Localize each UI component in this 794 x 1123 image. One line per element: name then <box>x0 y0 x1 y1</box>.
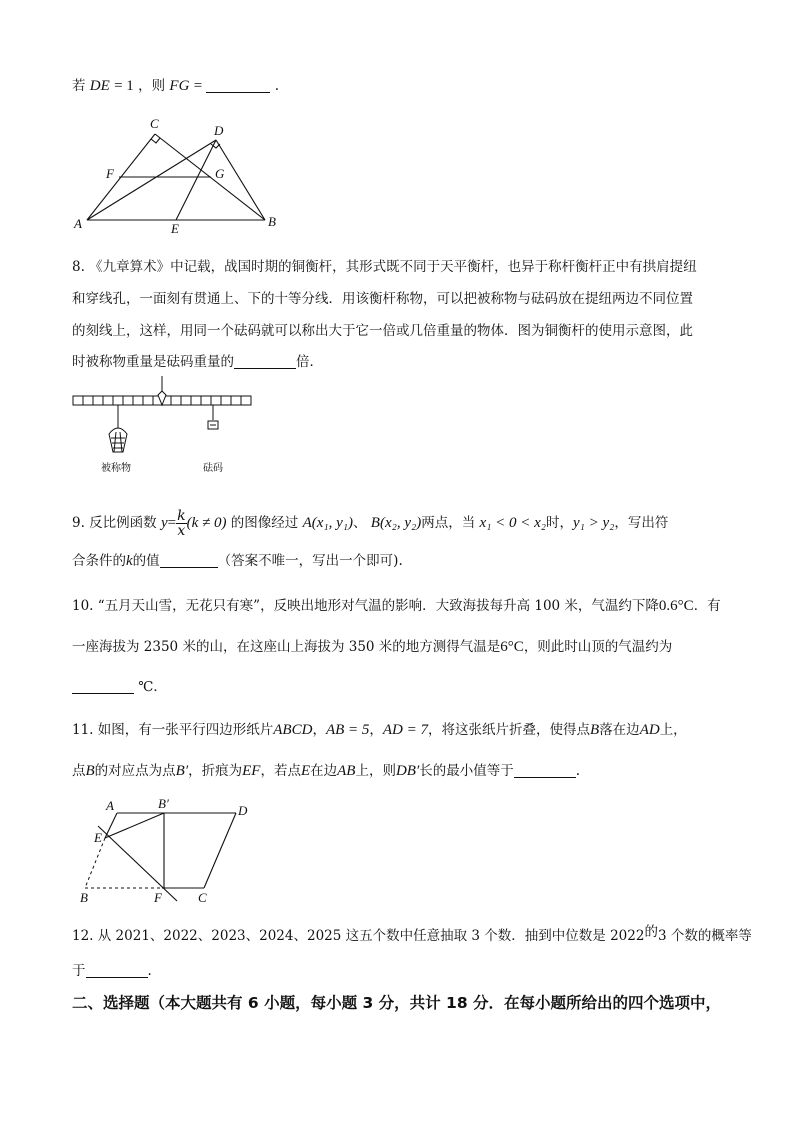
q7-de: DE <box>89 78 110 94</box>
q9-line1: 9. 反比例函数 y= $\frac{k}{x}$ (k ≠ 0) 的图像经过 A(x₁, y₁)、 B(x₂, y₂)两点，当 x₁ < 0 < x₂时，y₁ > y₂，写出符 <box>72 508 669 539</box>
q12-line2: 于 . <box>72 963 152 979</box>
q7-fg: FG <box>169 78 190 94</box>
fold-line-ef <box>98 826 177 901</box>
q8-line1: 8. 《九章算术》中记载，战国时期的铜衡杆，其形式既不同于天平衡杆，也异于称杆衡杆正中有拱肩提纽 <box>72 259 697 275</box>
q10-answer-blank[interactable] <box>72 679 134 694</box>
label-c: C <box>198 890 207 905</box>
label-b-prime: B′ <box>158 796 169 811</box>
label-d: D <box>238 803 248 818</box>
label-b: B <box>268 214 276 229</box>
label-e: E <box>171 221 179 236</box>
q7-tail-line <box>72 77 279 95</box>
label-d: D <box>214 123 224 138</box>
q8-answer-blank[interactable] <box>234 354 296 369</box>
q7-eq: = <box>193 78 203 94</box>
label-b: B <box>80 890 88 905</box>
q12-answer-blank[interactable] <box>86 963 148 978</box>
q7-answer-blank[interactable] <box>206 78 270 93</box>
q10-line1: 10. “五月天山雪，无花只有寒”，反映出地形对气温的影响．大致海拔每升高 100 米，气温约下降0.6°C．有 <box>72 598 721 614</box>
label-object: 被称物 <box>101 463 131 474</box>
q8-line2: 和穿线孔，一面刻有贯通上、下的十等分线．用该衡杆称物，可以把被称物与砝码放在提纽两边不同位置 <box>72 291 693 307</box>
dashed-eb <box>85 838 105 888</box>
label-weight: 砝码 <box>203 463 223 474</box>
segment-dc <box>204 813 236 888</box>
q8-line3: 的刻线上，这样，用同一个砝码就可以称出大于它一倍或几倍重量的物体．图为铜衡杆的使用示意图，此 <box>72 323 693 339</box>
q11-line2: 点B的对应点为点B′，折痕为EF，若点E在边AB上，则DB′长的最小值等于 . <box>72 763 581 779</box>
q10-line3: ℃． <box>72 678 167 696</box>
q11-answer-blank[interactable] <box>514 763 576 778</box>
label-c: C <box>150 116 159 131</box>
right-angle-c <box>151 138 160 143</box>
q7-prefix: 若 <box>72 78 86 94</box>
label-f: F <box>154 890 162 905</box>
label-f: F <box>106 166 114 181</box>
segment-eb-prime <box>105 813 164 838</box>
section2-title: 二、选择题（本大题共有 6 小题，每小题 3 分，共计 18 分．在每小题所给出的四个选项中， <box>72 994 722 1012</box>
label-g: G <box>215 166 225 181</box>
q9-answer-blank[interactable] <box>160 553 218 568</box>
q9-line2: 合条件的k的值 （答案不唯一，写出一个即可). <box>72 553 403 569</box>
q7-end: . <box>274 78 280 94</box>
label-a: A <box>74 216 82 231</box>
q11-figure <box>70 796 270 908</box>
label-a: A <box>106 798 114 813</box>
q10-line2: 一座海拔为 2350 米的山，在这座山上海拔为 350 米的地方测得气温是6°C，则此时山顶的气温约为 <box>72 639 673 655</box>
q7-figure <box>70 112 290 237</box>
q7-sep: ，则 <box>138 78 166 94</box>
q8-line4: 时被称物重量是砝码重量的 倍． <box>72 354 323 370</box>
pivot-knob <box>158 391 166 405</box>
q9-fraction: $\frac{k}{x}$ <box>177 508 186 539</box>
q7-eq1: = 1 <box>114 78 134 94</box>
q12-line1: 12. 从 2021、2022、2023、2024、2025 这五个数中任意抽取 3 个数．抽到中位数是 2022的3 个数的概率等 <box>72 924 752 944</box>
q8-figure <box>70 374 260 474</box>
q11-line1: 11. 如图，有一张平行四边形纸片ABCD，AB = 5，AD = 7，将这张纸片折叠，使得点B落在边AD上， <box>72 722 687 738</box>
label-e: E <box>94 830 102 845</box>
